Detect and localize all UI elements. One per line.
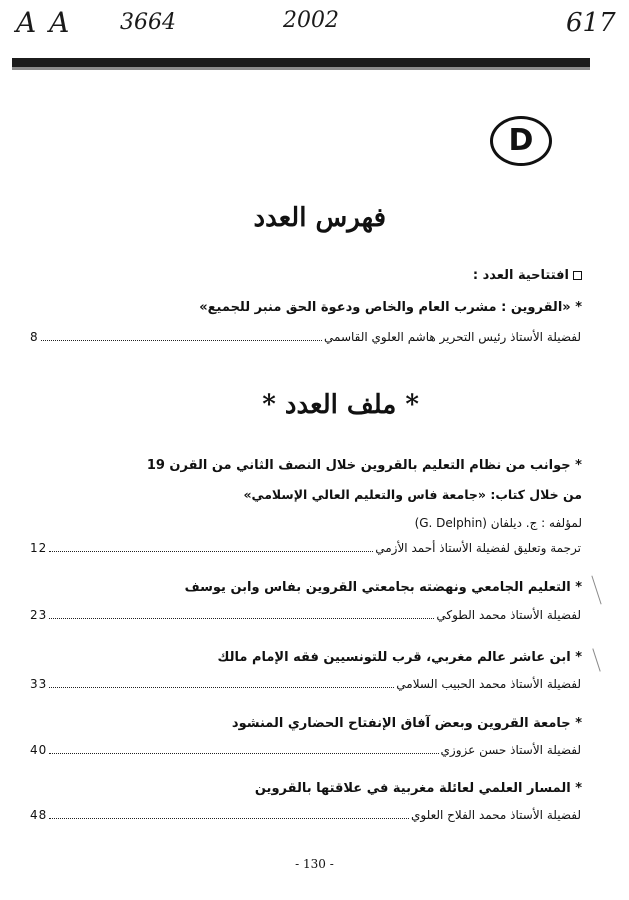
- author-name: لفضيلة الأستاذ محمد الطوكي: [436, 608, 581, 622]
- dot-leader: [49, 541, 373, 552]
- page-title: فهرس العدد: [253, 203, 386, 233]
- page-footer-number: - 130 -: [295, 857, 334, 871]
- checkbox-square-icon: [573, 271, 582, 280]
- toc-line-opening: [30, 330, 581, 346]
- page-number: 12: [30, 541, 48, 555]
- dot-leader: [49, 677, 394, 688]
- dot-leader: [49, 743, 438, 754]
- opening-entry-title: * «القروين : مشرب العام والخاص ودعوة الحق منبر للجميع»: [199, 300, 582, 315]
- author-name: لفضيلة الأستاذ حسن عزوزي: [440, 743, 581, 757]
- scan-mark: [592, 648, 600, 671]
- dot-leader: [49, 608, 434, 619]
- toc-line-entry-4: [30, 743, 581, 759]
- author-name: لفضيلة الأستاذ محمد الحبيب السلامي: [396, 677, 581, 691]
- page-number: 23: [30, 608, 48, 622]
- toc-line-entry-5: [30, 808, 581, 824]
- toc-entry-title: * جامعة القروين وبعض آفاق الإنفتاح الحضاري المنشود: [231, 716, 582, 731]
- author-name: لفضيلة الأستاذ رئيس التحرير هاشم العلوي القاسمي: [324, 330, 581, 344]
- toc-entry-title: * التعليم الجامعي ونهضته بجامعتي القروين بفاس وابن يوسف: [184, 580, 582, 595]
- handwritten-mark-top-right: 617: [566, 8, 616, 38]
- toc-entry-subtitle: من خلال كتاب: «جامعة فاس والتعليم العالي الإسلامي»: [243, 487, 582, 502]
- author-name: لفضيلة الأستاذ محمد الفلاح العلوي: [411, 808, 581, 822]
- handwritten-year: 2002: [283, 8, 339, 33]
- toc-entry-note: لمؤلفه : ج. ديلفان (G. Delphin): [414, 516, 582, 530]
- stamp-d: D: [490, 116, 552, 166]
- toc-entry-title: * ابن عاشر عالم مغربي، قرب للتونسيين فقه الإمام مالك: [217, 650, 582, 665]
- page-number: 33: [30, 677, 48, 691]
- toc-line-entry-3: [30, 677, 581, 693]
- scan-mark: [591, 576, 601, 605]
- author-name: ترجمة وتعليق لفضيلة الأستاذ أحمد الأزمي: [375, 541, 581, 555]
- dossier-heading: * ملف العدد *: [262, 390, 419, 420]
- page-number: 48: [30, 808, 48, 822]
- toc-line-entry-1: [30, 541, 581, 557]
- dot-leader: [41, 330, 322, 341]
- toc-entry-title: * المسار العلمي لعائلة مغربية في علاقتها بالقروين: [254, 781, 582, 796]
- toc-entry-title: * جوانب من نظام التعليم بالقروين خلال النصف الثاني من القرن 19: [146, 458, 582, 473]
- toc-line-entry-2: [30, 608, 581, 624]
- header-rule: [12, 58, 590, 67]
- handwritten-catalog-number: 3664: [120, 10, 176, 35]
- page-number: 40: [30, 743, 48, 757]
- opening-section-label: افتتاحية العدد :: [473, 268, 582, 283]
- handwritten-mark-top-left: A A: [16, 6, 72, 39]
- dot-leader: [49, 808, 409, 819]
- page-number: 8: [30, 330, 39, 344]
